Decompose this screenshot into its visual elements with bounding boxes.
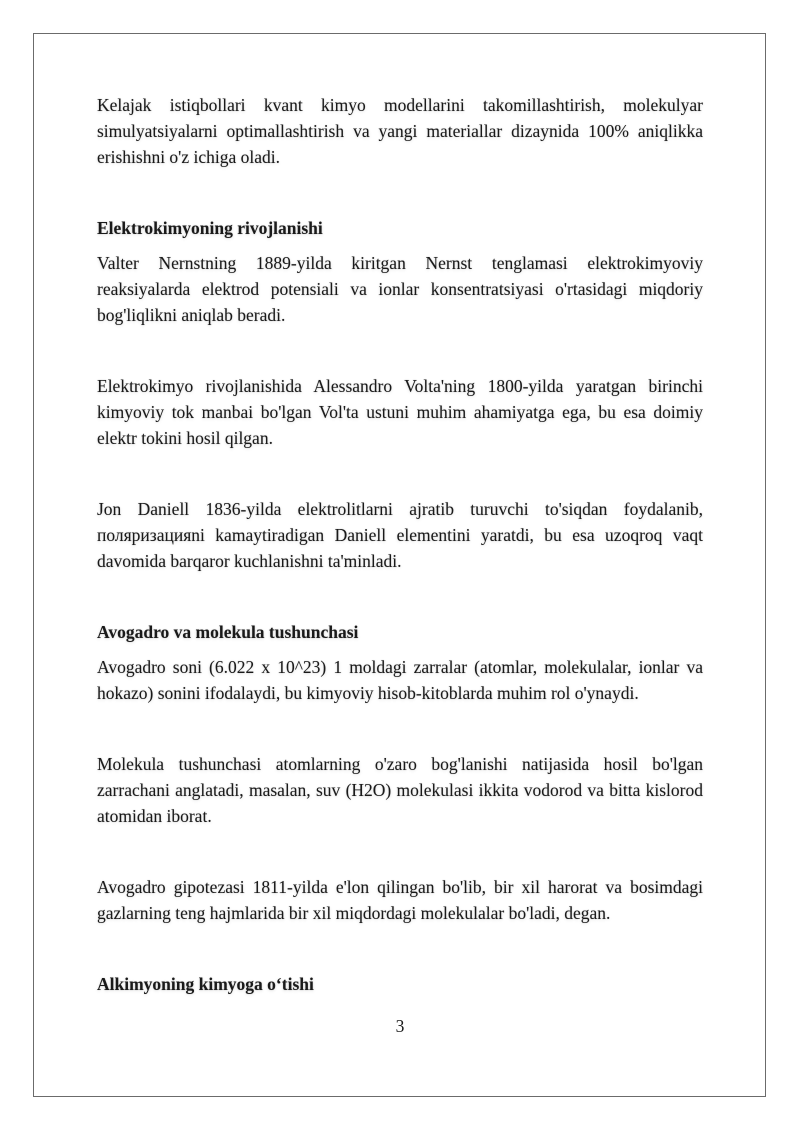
section-avogadro [97, 619, 703, 926]
paragraph: Molekula tushunchasi atomlarning o'zaro bog'lanishi natijasida hosil bo'lgan zarrachani anglatadi, masalan, suv (H2O) molekulasi ikkita vodorod va bitta kislorod atomidan iborat. [97, 754, 703, 826]
section-electrochemistry [97, 215, 703, 574]
section-alchemy [97, 971, 703, 997]
intro-paragraph: Kelajak istiqbollari kvant kimyo modellarini takomillashtirish, molekulyar simulyatsiyalarni optimallashtirish va yangi materiallar dizaynida 100% aniqlikka erishishni o'z ichiga oladi. [97, 95, 703, 167]
paragraph: Valter Nernstning 1889-yilda kiritgan Nernst tenglamasi elektrokimyoviy reaksiyalarda elektrod potensiali va ionlar konsentratsiyasi o'rtasidagi miqdoriy bog'liqlikni aniqlab beradi. [97, 253, 703, 325]
section-heading: Elektrokimyoning rivojlanishi [97, 218, 323, 238]
section-heading: Alkimyoning kimyoga o‘tishi [97, 974, 314, 994]
page-number: 3 [395, 1016, 405, 1036]
paragraph: Jon Daniell 1836-yilda elektrolitlarni ajratib turuvchi to'siqdan foydalanib, поляризацияni kamaytiradigan Daniell elementini yaratdi, bu esa uzoqroq vaqt davomida barqaror kuchlanishni ta'minladi. [97, 499, 703, 571]
paragraph: Avogadro gipotezasi 1811-yilda e'lon qilingan bo'lib, bir xil harorat va bosimdagi gazlarning teng hajmlarida bir xil miqdordagi molekulalar bo'ladi, degan. [97, 877, 703, 923]
section-heading: Avogadro va molekula tushunchasi [97, 622, 359, 642]
paragraph: Elektrokimyo rivojlanishida Alessandro Volta'ning 1800-yilda yaratgan birinchi kimyoviy tok manbai bo'lgan Vol'ta ustuni muhim ahamiyatga ega, bu esa doimiy elektr tokini hosil qilgan. [97, 376, 703, 448]
page-content [97, 92, 703, 997]
paragraph: Avogadro soni (6.022 x 10^23) 1 moldagi zarralar (atomlar, molekulalar, ionlar va hokazo) sonini ifodalaydi, bu kimyoviy hisob-kitoblarda muhim rol o'ynaydi. [97, 657, 703, 703]
